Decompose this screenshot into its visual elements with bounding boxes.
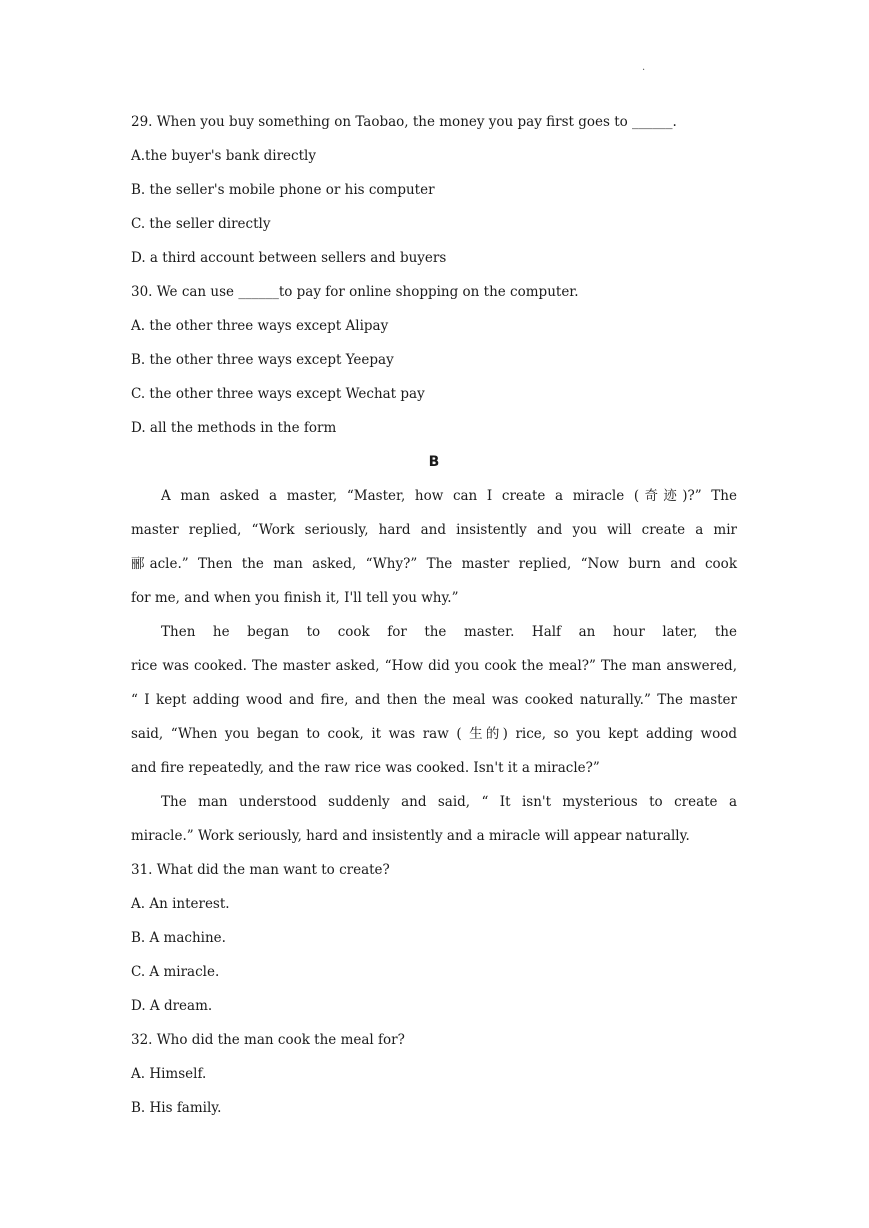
option-d: D. all the methods in the form (131, 420, 337, 436)
option-a: A. the other three ways except Alipay (131, 318, 389, 334)
option-d: D. a third account between sellers and buyers (131, 250, 447, 266)
passage-line: miracle.” Work seriously, hard and insistently and a miracle will appear naturally. (131, 828, 690, 844)
option-c: C. the other three ways except Wechat pay (131, 386, 425, 402)
passage-line: for me, and when you finish it, I'll tell you why.” (131, 590, 459, 606)
passage-line: master replied, “Work seriously, hard and insistently and you will create a mir (131, 522, 737, 538)
passage-line: 郦acle.” Then the man asked, “Why?” The master replied, “Now burn and cook (131, 556, 737, 572)
question-30 (131, 280, 737, 450)
exam-page-content (131, 110, 737, 1130)
option-c: C. A miracle. (131, 964, 220, 980)
option-b: B. A machine. (131, 930, 226, 946)
passage-line: and fire repeatedly, and the raw rice was cooked. Isn't it a miracle?” (131, 760, 600, 776)
question-29 (131, 110, 737, 280)
section-title: B (428, 454, 440, 470)
option-c: C. the seller directly (131, 216, 271, 232)
passage-line: rice was cooked. The master asked, “How did you cook the meal?” The man answered, (131, 658, 737, 674)
option-d: D. A dream. (131, 998, 213, 1014)
option-a: A. Himself. (131, 1066, 207, 1082)
passage-line: “ I kept adding wood and fire, and then the meal was cooked naturally.” The master (131, 692, 737, 708)
passage-line: Then he began to cook for the master. Half an hour later, the (161, 624, 737, 640)
option-b: B. His family. (131, 1100, 222, 1116)
reading-passage (131, 484, 737, 858)
question-stem: 30. We can use ______to pay for online shopping on the computer. (131, 284, 579, 300)
option-a: A. An interest. (131, 896, 230, 912)
passage-line: A man asked a master, “Master, how can I create a miracle (奇迹)?” The (161, 488, 737, 504)
passage-line: The man understood suddenly and said, “ It isn't mysterious to create a (161, 794, 737, 810)
question-stem: 31. What did the man want to create? (131, 862, 390, 878)
question-stem: 32. Who did the man cook the meal for? (131, 1032, 405, 1048)
option-b: B. the other three ways except Yeepay (131, 352, 394, 368)
question-stem: 29. When you buy something on Taobao, the money you pay first goes to ______. (131, 114, 677, 130)
option-b: B. the seller's mobile phone or his computer (131, 182, 435, 198)
page-dot-marker: . (642, 62, 646, 73)
question-32 (131, 1028, 737, 1130)
option-a: A.the buyer's bank directly (131, 148, 316, 164)
passage-line: said, “When you began to cook, it was raw ( 生的) rice, so you kept adding wood (131, 726, 737, 742)
question-31 (131, 858, 737, 1028)
